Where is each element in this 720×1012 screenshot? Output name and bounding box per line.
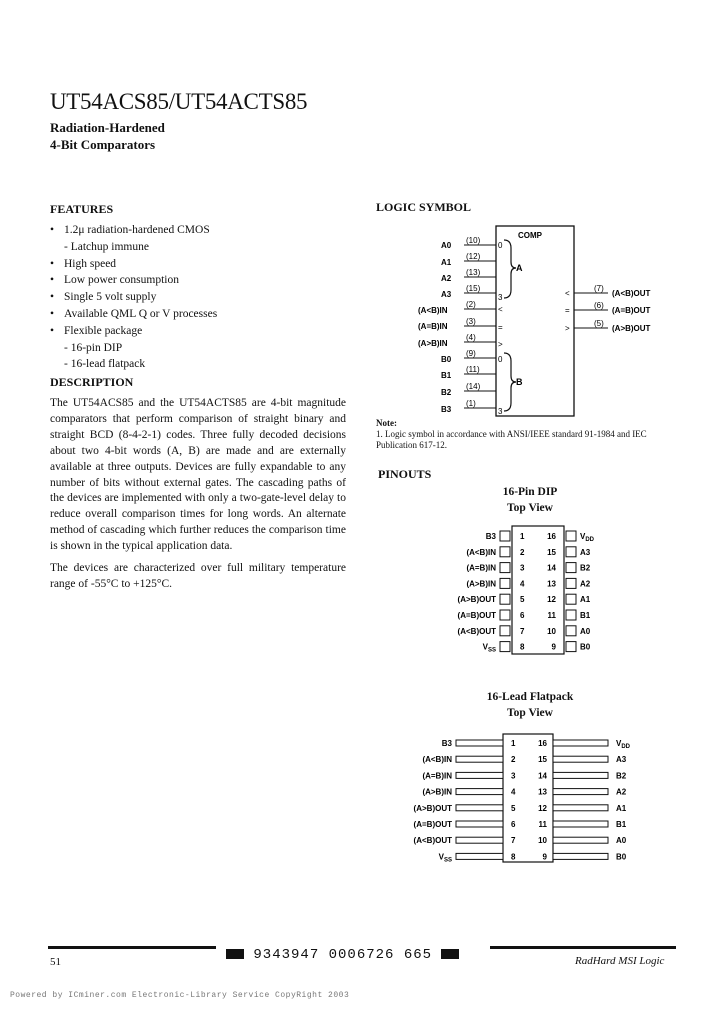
- group-a-label: A: [516, 263, 523, 273]
- pin-name: (A=B)OUT: [413, 820, 452, 829]
- flatpack-pin-number: 5: [511, 803, 516, 813]
- flatpack-pin-number: 16: [538, 739, 547, 748]
- svg-text:>: >: [565, 324, 570, 333]
- svg-text:(A>B)OUT: (A>B)OUT: [612, 324, 651, 333]
- svg-text:B0: B0: [441, 355, 452, 364]
- dip-pin-number: 4: [520, 579, 525, 589]
- feature-item: • Flexible package: [50, 323, 340, 340]
- pin-name: A1: [616, 803, 627, 813]
- flatpack-lead-right: [538, 771, 627, 780]
- flatpack-pin-number: 6: [511, 820, 516, 829]
- flatpack-lead: [553, 821, 608, 827]
- input-altb-in: [418, 300, 503, 315]
- svg-text:B1: B1: [441, 371, 452, 380]
- flatpack-pin-number: 1: [511, 739, 516, 748]
- feature-subitem: - 16-pin DIP: [64, 341, 123, 354]
- pin-name: A2: [580, 579, 591, 589]
- svg-text:(10): (10): [466, 236, 481, 245]
- flatpack-pin-number: 11: [538, 820, 547, 829]
- pin-name: B1: [616, 820, 627, 829]
- pin-name: B0: [580, 642, 591, 652]
- flatpack-lead-left: [442, 739, 516, 748]
- flatpack-lead: [456, 772, 503, 778]
- pin-name: A1: [580, 595, 591, 605]
- svg-text:(2): (2): [466, 300, 476, 309]
- dip-pin-box: [500, 578, 510, 588]
- flatpack-lead-right: [538, 739, 631, 750]
- dip-pin-box: [500, 594, 510, 604]
- dip-title: 16-Pin DIP: [502, 486, 558, 498]
- svg-text:(9): (9): [466, 349, 476, 358]
- flatpack-lead-right: [538, 804, 627, 813]
- flatpack-lead: [456, 756, 503, 762]
- flatpack-lead: [553, 805, 608, 811]
- note-text: 1. Logic symbol in accordance with ANSI/IEEE standard 91-1984 and IEC Publication 617-12.: [376, 429, 647, 450]
- feature-item: • Low power consumption: [50, 272, 340, 289]
- svg-text:3: 3: [498, 407, 503, 416]
- svg-text:0: 0: [498, 355, 503, 364]
- brace-b: [504, 353, 516, 411]
- feature-item: • Single 5 volt supply: [50, 289, 340, 306]
- pin-name: (A>B)IN: [422, 787, 452, 797]
- dip-pin-number: 7: [520, 626, 525, 636]
- flatpack-pin-number: 3: [511, 771, 516, 781]
- brace-a: [504, 240, 516, 298]
- svg-text:(14): (14): [466, 382, 481, 391]
- dip-pin-right: [547, 563, 591, 573]
- pin-name: B3: [485, 532, 496, 541]
- pin-name: (A<B)IN: [466, 547, 496, 557]
- dip-pin-box: [566, 563, 576, 573]
- pin-name: (A=B)IN: [422, 771, 452, 781]
- dip-pin-number: 5: [520, 595, 525, 605]
- flatpack-lead-left: [414, 804, 516, 813]
- code-mark-left: [226, 949, 244, 959]
- flatpack-lead: [456, 821, 503, 827]
- svg-text:B3: B3: [441, 405, 452, 414]
- flatpack-lead: [456, 837, 503, 843]
- subtitle-line-2: 4-Bit Comparators: [50, 137, 156, 152]
- pin-name: (A>B)OUT: [457, 595, 496, 605]
- pin-name: B2: [580, 563, 591, 573]
- flatpack-pin-number: 12: [538, 803, 547, 813]
- input-a0: [441, 236, 503, 250]
- svg-text:(12): (12): [466, 252, 481, 261]
- dip-pin-number: 9: [551, 642, 556, 652]
- dip-pin-left: [466, 578, 525, 588]
- input-b0: [441, 349, 503, 364]
- doc-code: 9343947 0006726 665: [226, 947, 459, 963]
- svg-text:A3: A3: [441, 290, 452, 299]
- dip-pin-number: 10: [547, 626, 556, 636]
- svg-text:A0: A0: [441, 241, 452, 250]
- svg-text:(A<B)OUT: (A<B)OUT: [612, 289, 651, 298]
- pin-name: (A<B)OUT: [413, 836, 452, 846]
- svg-text:(7): (7): [594, 284, 604, 293]
- flatpack-lead-left: [414, 836, 516, 845]
- flatpack-lead: [456, 789, 503, 795]
- flatpack-pin-number: 4: [511, 787, 516, 797]
- dip-pin-left: [458, 610, 525, 620]
- svg-text:<: <: [498, 305, 503, 314]
- feature-subitem: - 16-lead flatpack: [64, 358, 146, 371]
- description-paragraph-1: The UT54ACS85 and the UT54ACTS85 are 4-bit magnitude comparators that perform comparison of straight binary and straight BCD (8-4-2-1) codes. Three fully decoded decisions about two 4-bit words (A, B) are made and are externally available at three outputs. Devices are fully expandable to any number of bits without external gates. The cascading paths of the devices are implemented with only a two-gate-level delay to reduce overall comparison times for long words. An alternate method of cascading which further reduces the comparison time is shown in the typical application data.: [50, 397, 346, 553]
- dip-pin-box: [566, 594, 576, 604]
- feature-item: • 1.2μ radiation-hardened CMOS: [50, 222, 340, 239]
- dip-pin-box: [566, 610, 576, 620]
- dip-view: Top View: [507, 502, 553, 514]
- description-heading: DESCRIPTION: [50, 375, 134, 389]
- svg-text:0: 0: [498, 241, 503, 250]
- flatpack-lead: [553, 772, 608, 778]
- flatpack-lead-right: [538, 788, 627, 797]
- output-aeqb-out: [565, 301, 651, 315]
- pin-name: A3: [616, 755, 627, 765]
- dip-pin-left: [466, 547, 525, 557]
- dip-pin-left: [458, 594, 525, 604]
- dip-diagram: [440, 520, 640, 660]
- features-list: [50, 222, 340, 373]
- pin-name: (A<B)IN: [422, 755, 452, 765]
- dip-pin-right: [547, 578, 591, 588]
- flatpack-pin-number: 15: [538, 755, 547, 765]
- input-b2: [441, 382, 496, 397]
- svg-text:(A=B)IN: (A=B)IN: [418, 322, 448, 331]
- feature-subitem: - Latchup immune: [64, 240, 149, 253]
- flatpack-lead: [553, 740, 608, 746]
- dip-pin-box: [500, 610, 510, 620]
- dip-pin-right: [547, 626, 591, 636]
- pin-name: $V_{SS}$: [482, 642, 496, 654]
- dip-pin-number: 15: [547, 547, 556, 557]
- pin-name: B1: [580, 611, 591, 620]
- dip-pin-box: [500, 642, 510, 652]
- dip-pin-box: [566, 531, 576, 541]
- flatpack-pin-number: 9: [542, 852, 547, 862]
- features-heading: FEATURES: [50, 202, 114, 216]
- output-altb-out: [565, 284, 651, 298]
- flatpack-lead: [456, 740, 503, 746]
- svg-text:>: >: [498, 340, 503, 349]
- dip-pin-number: 13: [547, 579, 556, 589]
- input-b1: [441, 365, 496, 380]
- svg-text:B2: B2: [441, 388, 452, 397]
- logic-note: [376, 418, 676, 451]
- flatpack-diagram: [400, 730, 650, 865]
- dip-pin-left: [483, 642, 525, 654]
- dip-pin-left: [486, 531, 525, 541]
- dip-pin-number: 3: [520, 563, 525, 573]
- dip-pin-number: 11: [547, 611, 556, 620]
- comp-block: [496, 226, 574, 416]
- flatpack-lead-left: [414, 820, 516, 829]
- dip-pin-right: [548, 610, 591, 620]
- dip-pin-box: [500, 547, 510, 557]
- pinouts-heading: PINOUTS: [378, 467, 432, 481]
- flatpack-pin-number: 14: [538, 771, 547, 781]
- svg-text:(A>B)IN: (A>B)IN: [418, 339, 448, 348]
- dip-pin-box: [500, 563, 510, 573]
- pin-name: B0: [616, 852, 627, 862]
- svg-text:(6): (6): [594, 301, 604, 310]
- pin-name: (A>B)IN: [466, 579, 496, 589]
- svg-text:(15): (15): [466, 284, 481, 293]
- note-heading: Note:: [376, 418, 397, 428]
- svg-text:(3): (3): [466, 317, 476, 326]
- group-b-label: B: [516, 377, 523, 387]
- svg-text:A2: A2: [441, 274, 452, 283]
- logic-symbol-diagram: [370, 220, 700, 420]
- dip-pin-number: 14: [547, 563, 556, 573]
- feature-item: • Available QML Q or V processes: [50, 306, 340, 323]
- description-paragraph-2: The devices are characterized over full military temperature range of -55°C to +125°C.: [50, 562, 346, 590]
- svg-text:=: =: [565, 306, 570, 315]
- flatpack-pin-number: 2: [511, 755, 516, 765]
- svg-text:(5): (5): [594, 319, 604, 328]
- dip-pin-box: [500, 626, 510, 636]
- flatpack-lead: [553, 853, 608, 859]
- dip-pin-box: [566, 642, 576, 652]
- flatpack-pin-number: 7: [511, 836, 516, 846]
- dip-pin-number: 12: [547, 595, 556, 605]
- flatpack-lead-left: [422, 771, 516, 780]
- pin-name: B2: [616, 771, 627, 781]
- comp-label: COMP: [518, 231, 542, 240]
- input-a1: [441, 252, 496, 267]
- input-b3: [441, 399, 503, 416]
- flatpack-lead-right: [538, 836, 627, 845]
- pin-name: A2: [616, 787, 627, 797]
- logic-symbol-heading: LOGIC SYMBOL: [376, 200, 472, 214]
- output-agtb-out: [565, 319, 651, 333]
- footer-rule-left: [48, 946, 216, 949]
- brand-label: RadHard MSI Logic: [575, 955, 665, 967]
- pin-name: $V_{DD}$: [580, 532, 595, 543]
- dip-pin-right: [552, 642, 591, 652]
- pin-name: A0: [616, 836, 627, 846]
- svg-text:(1): (1): [466, 399, 476, 408]
- svg-text:<: <: [565, 289, 570, 298]
- flatpack-lead: [456, 853, 503, 859]
- pin-name: (A<B)OUT: [457, 626, 496, 636]
- input-agtb-in: [418, 333, 503, 349]
- svg-text:(4): (4): [466, 333, 476, 342]
- flatpack-title: 16-Lead Flatpack: [486, 691, 574, 703]
- pin-name: B3: [441, 739, 452, 748]
- flatpack-lead: [553, 837, 608, 843]
- flatpack-pin-number: 8: [511, 852, 516, 862]
- code-mark-right: [441, 949, 459, 959]
- dip-pin-box: [500, 531, 510, 541]
- page-title: UT54ACS85/UT54ACTS85: [50, 89, 308, 114]
- feature-item: • High speed: [50, 256, 340, 273]
- pin-name: $V_{DD}$: [616, 739, 631, 750]
- flatpack-lead-right: [538, 755, 627, 764]
- pin-name: (A=B)OUT: [457, 611, 496, 620]
- dip-pin-box: [566, 547, 576, 557]
- flatpack-lead-right: [543, 852, 627, 861]
- footer-rule-right: [490, 946, 676, 949]
- flatpack-lead: [456, 805, 503, 811]
- dip-pin-left: [466, 563, 525, 573]
- pin-name: $V_{SS}$: [438, 852, 452, 864]
- dip-pin-number: 16: [547, 532, 556, 541]
- svg-text:(A<B)IN: (A<B)IN: [418, 306, 448, 315]
- flatpack-lead-right: [539, 820, 627, 829]
- dip-pin-right: [547, 547, 591, 557]
- pin-name: A0: [580, 626, 591, 636]
- dip-pin-left: [458, 626, 525, 636]
- flatpack-pin-number: 10: [538, 836, 547, 846]
- flatpack-lead: [553, 756, 608, 762]
- pin-name: A3: [580, 547, 591, 557]
- subtitle-line-1: Radiation-Hardened: [50, 120, 165, 135]
- svg-text:(11): (11): [466, 365, 480, 374]
- flatpack-view: Top View: [507, 707, 553, 719]
- dip-pin-box: [566, 578, 576, 588]
- flatpack-lead-left: [422, 755, 516, 764]
- dip-pin-right: [547, 531, 595, 543]
- page-number: 51: [50, 956, 61, 968]
- subtitle: [50, 119, 165, 153]
- svg-text:(13): (13): [466, 268, 481, 277]
- dip-pin-number: 2: [520, 547, 525, 557]
- svg-text:A1: A1: [441, 258, 452, 267]
- input-aeqb-in: [418, 317, 503, 332]
- pin-name: (A>B)OUT: [413, 803, 452, 813]
- input-a2: [441, 268, 496, 283]
- dip-pin-right: [547, 594, 591, 604]
- flatpack-lead: [553, 789, 608, 795]
- svg-text:=: =: [498, 323, 503, 332]
- flatpack-lead-left: [422, 788, 516, 797]
- powered-by: Powered by ICminer.com Electronic-Library Service CopyRight 2003: [10, 991, 350, 1000]
- svg-text:3: 3: [498, 293, 503, 302]
- flatpack-pin-number: 13: [538, 787, 547, 797]
- dip-pin-number: 1: [520, 532, 525, 541]
- dip-pin-box: [566, 626, 576, 636]
- svg-text:(A=B)OUT: (A=B)OUT: [612, 306, 651, 315]
- dip-pin-number: 6: [520, 611, 525, 620]
- dip-pin-number: 8: [520, 642, 525, 652]
- pin-name: (A=B)IN: [466, 563, 496, 573]
